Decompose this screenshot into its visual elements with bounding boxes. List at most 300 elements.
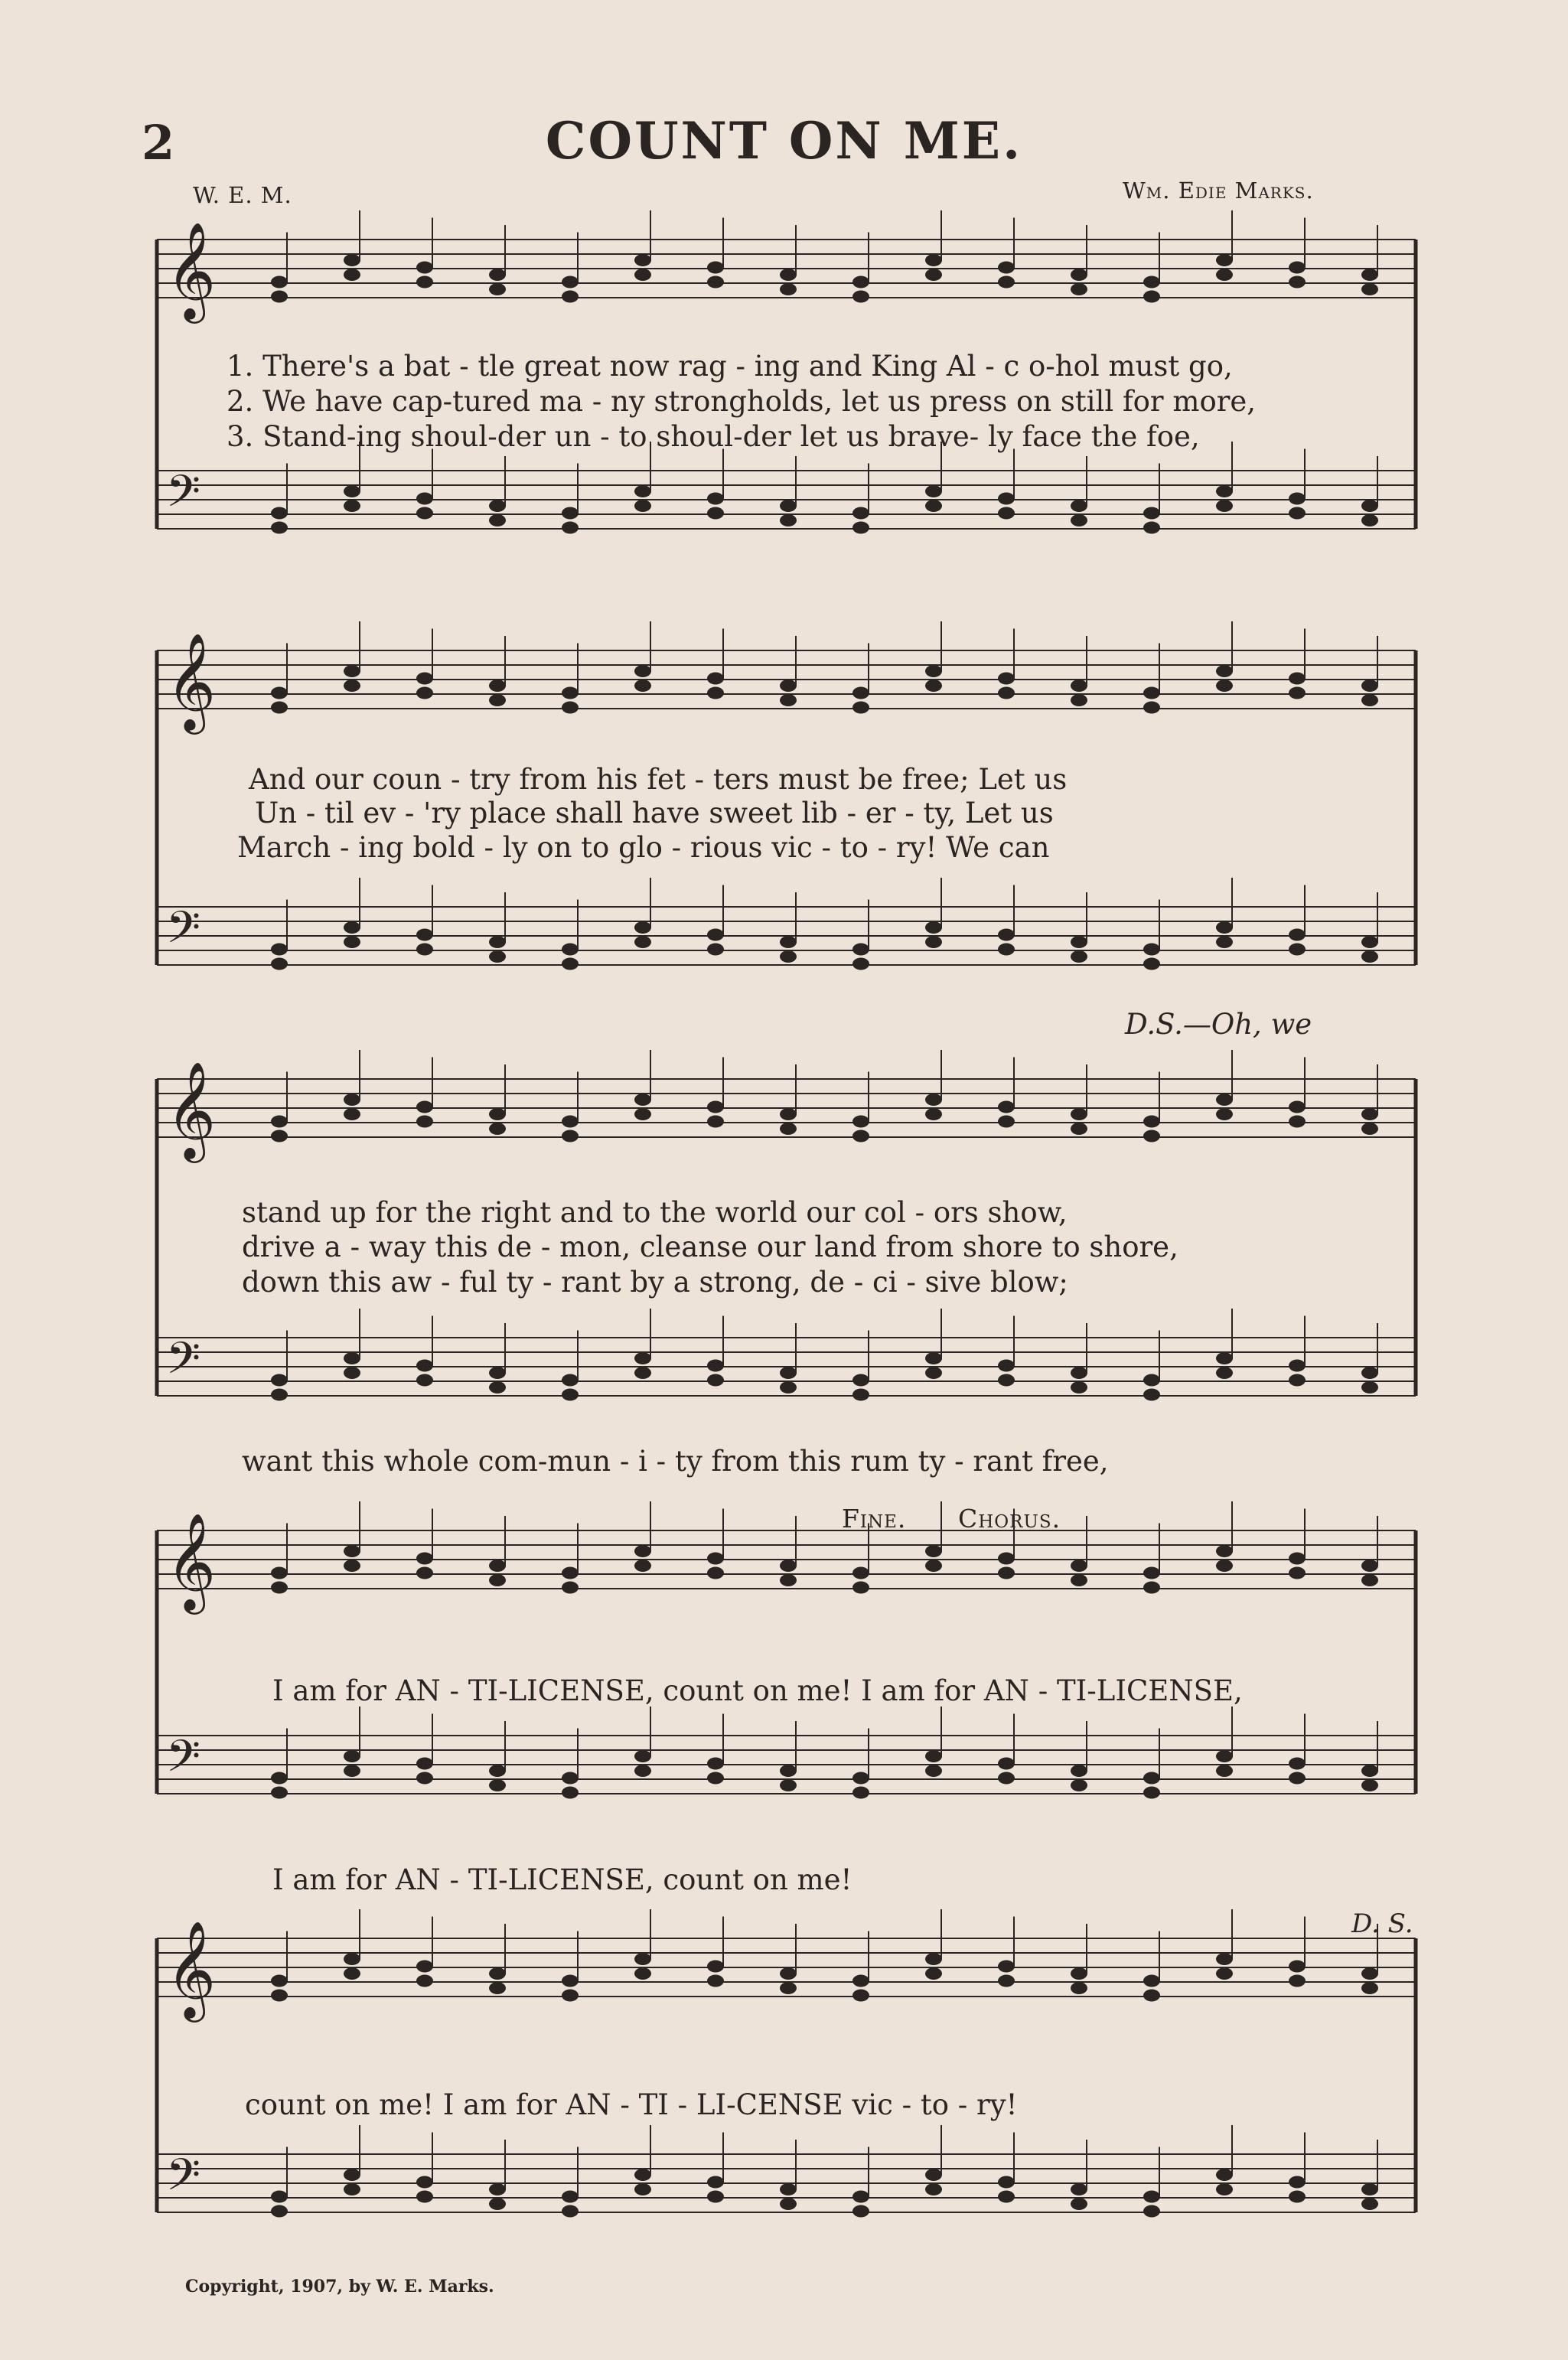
notehead — [344, 269, 360, 281]
notehead — [1289, 493, 1306, 505]
notehead — [271, 1787, 288, 1799]
notehead — [925, 2183, 942, 2195]
notehead — [707, 929, 724, 941]
notehead — [1289, 687, 1306, 699]
notehead — [780, 1560, 797, 1572]
notehead — [1289, 1360, 1306, 1372]
notehead — [1361, 514, 1378, 526]
notehead — [634, 1765, 651, 1777]
notehead — [925, 254, 942, 266]
notehead — [271, 702, 288, 714]
notehead — [562, 687, 579, 699]
notehead — [1216, 269, 1233, 281]
notehead — [1289, 1975, 1306, 1987]
notehead — [780, 283, 797, 295]
notehead — [925, 1765, 942, 1777]
notehead — [1071, 500, 1087, 512]
notehead — [852, 291, 869, 303]
notehead — [998, 276, 1015, 288]
notehead — [1143, 2205, 1160, 2218]
notehead — [416, 507, 433, 520]
notehead — [562, 1567, 579, 1579]
notehead — [925, 1094, 942, 1106]
notehead — [998, 1116, 1015, 1128]
notehead — [925, 269, 942, 281]
notehead — [998, 1961, 1015, 1973]
notehead — [1216, 1560, 1233, 1572]
notehead — [344, 665, 360, 677]
notehead — [707, 1116, 724, 1128]
notehead — [271, 1975, 288, 1987]
notehead — [271, 1567, 288, 1579]
notehead — [1071, 1108, 1087, 1120]
notehead — [271, 291, 288, 303]
notehead — [634, 2169, 651, 2181]
notehead — [998, 1567, 1015, 1579]
notehead — [780, 1779, 797, 1791]
notehead — [925, 1352, 942, 1364]
notehead — [1143, 507, 1160, 520]
notehead — [271, 1772, 288, 1785]
notehead — [489, 1367, 506, 1379]
notehead — [780, 1765, 797, 1777]
notehead — [852, 1130, 869, 1143]
notehead — [1361, 1574, 1378, 1586]
notehead — [271, 1374, 288, 1387]
notehead — [852, 944, 869, 956]
notehead — [707, 1374, 724, 1387]
notehead — [1361, 1367, 1378, 1379]
verse-3-line: March - ing bold - ly on to glo - rious vic - to - ry! We can — [237, 831, 1050, 864]
notehead — [780, 680, 797, 692]
notehead — [562, 291, 579, 303]
notehead — [707, 2191, 724, 2203]
notehead — [780, 1123, 797, 1135]
notehead — [852, 702, 869, 714]
notehead — [852, 1772, 869, 1785]
notehead — [489, 1123, 506, 1135]
notehead — [489, 2183, 506, 2195]
notehead — [1071, 283, 1087, 295]
chorus-marking: Chorus. — [958, 1504, 1061, 1534]
notehead — [707, 276, 724, 288]
notehead — [707, 673, 724, 685]
notehead — [1071, 1779, 1087, 1791]
notehead — [1143, 522, 1160, 534]
notehead — [344, 1545, 360, 1557]
notehead — [1143, 1567, 1160, 1579]
notehead — [1143, 944, 1160, 956]
notehead — [707, 944, 724, 956]
notehead — [634, 1545, 651, 1557]
notehead — [707, 1961, 724, 1973]
notehead — [852, 1990, 869, 2002]
notehead — [271, 2191, 288, 2203]
notehead — [416, 929, 433, 941]
notehead — [344, 500, 360, 512]
notehead — [344, 1352, 360, 1364]
notehead — [852, 1389, 869, 1401]
notehead — [852, 1975, 869, 1987]
notehead — [1143, 702, 1160, 714]
notehead — [416, 1374, 433, 1387]
notehead — [1361, 2198, 1378, 2210]
notehead — [416, 1772, 433, 1785]
notehead — [634, 1108, 651, 1120]
notehead — [1361, 1765, 1378, 1777]
chorus-lead-line: want this whole com-mun - i - ty from this rum ty - rant free, — [242, 1445, 1109, 1478]
notehead — [707, 507, 724, 520]
notehead — [489, 1574, 506, 1586]
notehead — [1289, 507, 1306, 520]
notehead — [1071, 950, 1087, 963]
notehead — [1289, 1101, 1306, 1113]
notehead — [562, 944, 579, 956]
notehead — [1143, 276, 1160, 288]
notehead — [1071, 2183, 1087, 2195]
notehead — [1216, 665, 1233, 677]
notehead — [1289, 929, 1306, 941]
chorus-treble-lyric: I am for AN - TI-LICENSE, count on me! I am for AN - TI-LICENSE, — [272, 1674, 1243, 1707]
notehead — [852, 522, 869, 534]
notehead — [1361, 283, 1378, 295]
notehead — [489, 2198, 506, 2210]
notehead — [1289, 1772, 1306, 1785]
notehead — [998, 1553, 1015, 1565]
verse-1-line: And our coun - try from his fet - ters must be free; Let us — [249, 763, 1068, 796]
notehead — [271, 687, 288, 699]
notehead — [634, 1560, 651, 1572]
notehead — [634, 500, 651, 512]
notehead — [562, 1787, 579, 1799]
notehead — [1361, 500, 1378, 512]
notehead — [416, 1553, 433, 1565]
notehead — [416, 1975, 433, 1987]
notehead — [634, 921, 651, 934]
notehead — [1361, 2183, 1378, 2195]
notehead — [489, 1765, 506, 1777]
notehead — [1361, 1123, 1378, 1135]
notehead — [1289, 1758, 1306, 1770]
notehead — [852, 276, 869, 288]
notehead — [416, 2176, 433, 2189]
notehead — [416, 1961, 433, 1973]
notehead — [1361, 936, 1378, 948]
notehead — [416, 2191, 433, 2203]
notehead — [1071, 2198, 1087, 2210]
notehead — [562, 702, 579, 714]
notehead — [925, 1108, 942, 1120]
notehead — [634, 1953, 651, 1965]
notehead — [1071, 1765, 1087, 1777]
notehead — [1216, 1352, 1233, 1364]
notehead — [416, 687, 433, 699]
notehead — [707, 1360, 724, 1372]
notehead — [1289, 276, 1306, 288]
notehead — [489, 694, 506, 706]
notehead — [1143, 1582, 1160, 1594]
notehead — [1071, 269, 1087, 281]
notehead — [780, 1367, 797, 1379]
notehead — [998, 673, 1015, 685]
notehead — [634, 254, 651, 266]
notehead — [489, 1560, 506, 1572]
notehead — [634, 1352, 651, 1364]
notehead — [780, 514, 797, 526]
notehead — [1143, 1990, 1160, 2002]
verse-2-line: drive a - way this de - mon, cleanse our land from shore to shore, — [242, 1231, 1178, 1263]
notehead — [562, 1990, 579, 2002]
notehead — [998, 2191, 1015, 2203]
notehead — [562, 958, 579, 970]
notehead — [1071, 1367, 1087, 1379]
notehead — [344, 485, 360, 497]
notehead — [489, 500, 506, 512]
notehead — [1361, 950, 1378, 963]
notehead — [1143, 2191, 1160, 2203]
notehead — [416, 944, 433, 956]
notehead — [707, 1772, 724, 1785]
notehead — [925, 2169, 942, 2181]
notehead — [1143, 1389, 1160, 1401]
notehead — [1216, 1108, 1233, 1120]
notehead — [998, 1772, 1015, 1785]
notehead — [1361, 1967, 1378, 1980]
notehead — [707, 262, 724, 274]
notehead — [1143, 1975, 1160, 1987]
notehead — [344, 1765, 360, 1777]
notehead — [344, 1750, 360, 1762]
notehead — [344, 1967, 360, 1980]
notehead — [925, 1953, 942, 1965]
notehead — [852, 2205, 869, 2218]
verse-2-line: 2. We have cap-tured ma - ny strongholds, let us press on still for more, — [227, 385, 1257, 418]
verse-1-line: 1. There's a bat - tle great now rag - ing and King Al - c o-hol must go, — [227, 350, 1233, 383]
notehead — [416, 1567, 433, 1579]
notehead — [1071, 1123, 1087, 1135]
notehead — [1216, 936, 1233, 948]
notehead — [416, 276, 433, 288]
notehead — [707, 493, 724, 505]
notehead — [1289, 1553, 1306, 1565]
notehead — [634, 485, 651, 497]
notehead — [780, 1982, 797, 1994]
notehead — [1216, 1967, 1233, 1980]
notehead — [925, 1367, 942, 1379]
notehead — [998, 507, 1015, 520]
notehead — [1071, 936, 1087, 948]
notehead — [416, 673, 433, 685]
notehead — [998, 944, 1015, 956]
notehead — [271, 1130, 288, 1143]
notehead — [780, 269, 797, 281]
chorus-final-lyric: count on me! I am for AN - TI - LI-CENSE vic - to - ry! — [245, 2088, 1018, 2121]
notehead — [1361, 680, 1378, 692]
notehead — [634, 680, 651, 692]
notehead — [489, 1381, 506, 1394]
notehead — [1216, 500, 1233, 512]
notehead — [707, 1553, 724, 1565]
notehead — [489, 1967, 506, 1980]
notehead — [780, 1381, 797, 1394]
notehead — [416, 1758, 433, 1770]
notehead — [1289, 1567, 1306, 1579]
lyricist-credit: W. E. M. — [193, 182, 292, 208]
notehead — [1071, 694, 1087, 706]
fine-marking: Fine. — [842, 1504, 907, 1534]
notehead — [780, 936, 797, 948]
notehead — [634, 1367, 651, 1379]
notehead — [925, 1560, 942, 1572]
notehead — [707, 2176, 724, 2189]
notehead — [1361, 1779, 1378, 1791]
notehead — [416, 493, 433, 505]
bass-clef-icon: 𝄢 — [166, 465, 201, 528]
notehead — [1071, 1982, 1087, 1994]
notehead — [271, 1582, 288, 1594]
notehead — [562, 1582, 579, 1594]
notehead — [1289, 262, 1306, 274]
verse-1-line: stand up for the right and to the world our col - ors show, — [242, 1196, 1068, 1229]
notehead — [925, 680, 942, 692]
notehead — [1216, 485, 1233, 497]
notehead — [925, 485, 942, 497]
notehead — [562, 2205, 579, 2218]
notehead — [634, 1094, 651, 1106]
notehead — [780, 950, 797, 963]
notehead — [707, 1758, 724, 1770]
notehead — [562, 1130, 579, 1143]
notehead — [271, 276, 288, 288]
notehead — [489, 1982, 506, 1994]
ds-lyric-line: D.S.—Oh, we — [1125, 1008, 1312, 1041]
notehead — [1216, 2169, 1233, 2181]
notehead — [1071, 1560, 1087, 1572]
notehead — [1143, 1772, 1160, 1785]
notehead — [780, 1574, 797, 1586]
notehead — [562, 1772, 579, 1785]
notehead — [344, 2169, 360, 2181]
notehead — [1361, 1982, 1378, 1994]
notehead — [852, 687, 869, 699]
verse-2-line: Un - til ev - 'ry place shall have sweet lib - er - ty, Let us — [255, 797, 1054, 830]
notehead — [1071, 514, 1087, 526]
notehead — [1289, 1961, 1306, 1973]
notehead — [1216, 680, 1233, 692]
notehead — [1216, 1367, 1233, 1379]
notehead — [489, 936, 506, 948]
notehead — [998, 1975, 1015, 1987]
notehead — [1071, 1967, 1087, 1980]
notehead — [416, 1116, 433, 1128]
notehead — [562, 507, 579, 520]
notehead — [780, 2183, 797, 2195]
notehead — [344, 936, 360, 948]
page-number: 2 — [142, 115, 175, 171]
notehead — [416, 262, 433, 274]
notehead — [1143, 1787, 1160, 1799]
treble-clef-icon: 𝄞 — [166, 221, 217, 319]
notehead — [562, 522, 579, 534]
notehead — [1143, 291, 1160, 303]
notehead — [489, 283, 506, 295]
notehead — [852, 507, 869, 520]
notehead — [562, 2191, 579, 2203]
notehead — [1216, 921, 1233, 934]
notehead — [925, 936, 942, 948]
notehead — [1143, 958, 1160, 970]
notehead — [852, 1582, 869, 1594]
notehead — [1143, 1116, 1160, 1128]
notehead — [780, 500, 797, 512]
notehead — [998, 493, 1015, 505]
notehead — [998, 687, 1015, 699]
notehead — [1289, 2191, 1306, 2203]
notehead — [1289, 2176, 1306, 2189]
notehead — [489, 680, 506, 692]
notehead — [925, 1967, 942, 1980]
notehead — [707, 687, 724, 699]
verse-3-line: down this aw - ful ty - rant by a strong, de - ci - sive blow; — [242, 1266, 1068, 1299]
notehead — [271, 2205, 288, 2218]
notehead — [1289, 1116, 1306, 1128]
composer-credit: Wm. Edie Marks. — [1123, 178, 1314, 204]
notehead — [562, 1116, 579, 1128]
notehead — [344, 1367, 360, 1379]
notehead — [634, 936, 651, 948]
verse-3-line: 3. Stand-ing shoul-der un - to shoul-der let us brave- ly face the foe, — [227, 420, 1200, 453]
notehead — [998, 262, 1015, 274]
notehead — [489, 1108, 506, 1120]
notehead — [925, 921, 942, 934]
notehead — [562, 276, 579, 288]
bass-clef-icon: 𝄢 — [166, 1730, 201, 1793]
notehead — [707, 1101, 724, 1113]
notehead — [1361, 694, 1378, 706]
song-title: COUNT ON ME. — [545, 111, 1023, 171]
notehead — [344, 254, 360, 266]
treble-clef-icon: 𝄞 — [166, 1512, 217, 1610]
notehead — [1216, 1545, 1233, 1557]
notehead — [998, 1758, 1015, 1770]
notehead — [634, 665, 651, 677]
notehead — [562, 1374, 579, 1387]
notehead — [852, 1116, 869, 1128]
ds-marking: D. S. — [1351, 1909, 1413, 1939]
notehead — [562, 1975, 579, 1987]
notehead — [344, 2183, 360, 2195]
notehead — [852, 958, 869, 970]
notehead — [1216, 254, 1233, 266]
notehead — [1071, 680, 1087, 692]
treble-clef-icon: 𝄞 — [166, 632, 217, 730]
notehead — [998, 1360, 1015, 1372]
notehead — [1289, 1374, 1306, 1387]
notehead — [1216, 1094, 1233, 1106]
bass-clef-icon: 𝄢 — [166, 2149, 201, 2212]
notehead — [1361, 269, 1378, 281]
notehead — [1071, 1381, 1087, 1394]
notehead — [780, 2198, 797, 2210]
notehead — [634, 2183, 651, 2195]
notehead — [1143, 687, 1160, 699]
notehead — [1216, 1750, 1233, 1762]
notehead — [634, 269, 651, 281]
notehead — [998, 1374, 1015, 1387]
notehead — [271, 1389, 288, 1401]
notehead — [634, 1750, 651, 1762]
notehead — [1216, 2183, 1233, 2195]
